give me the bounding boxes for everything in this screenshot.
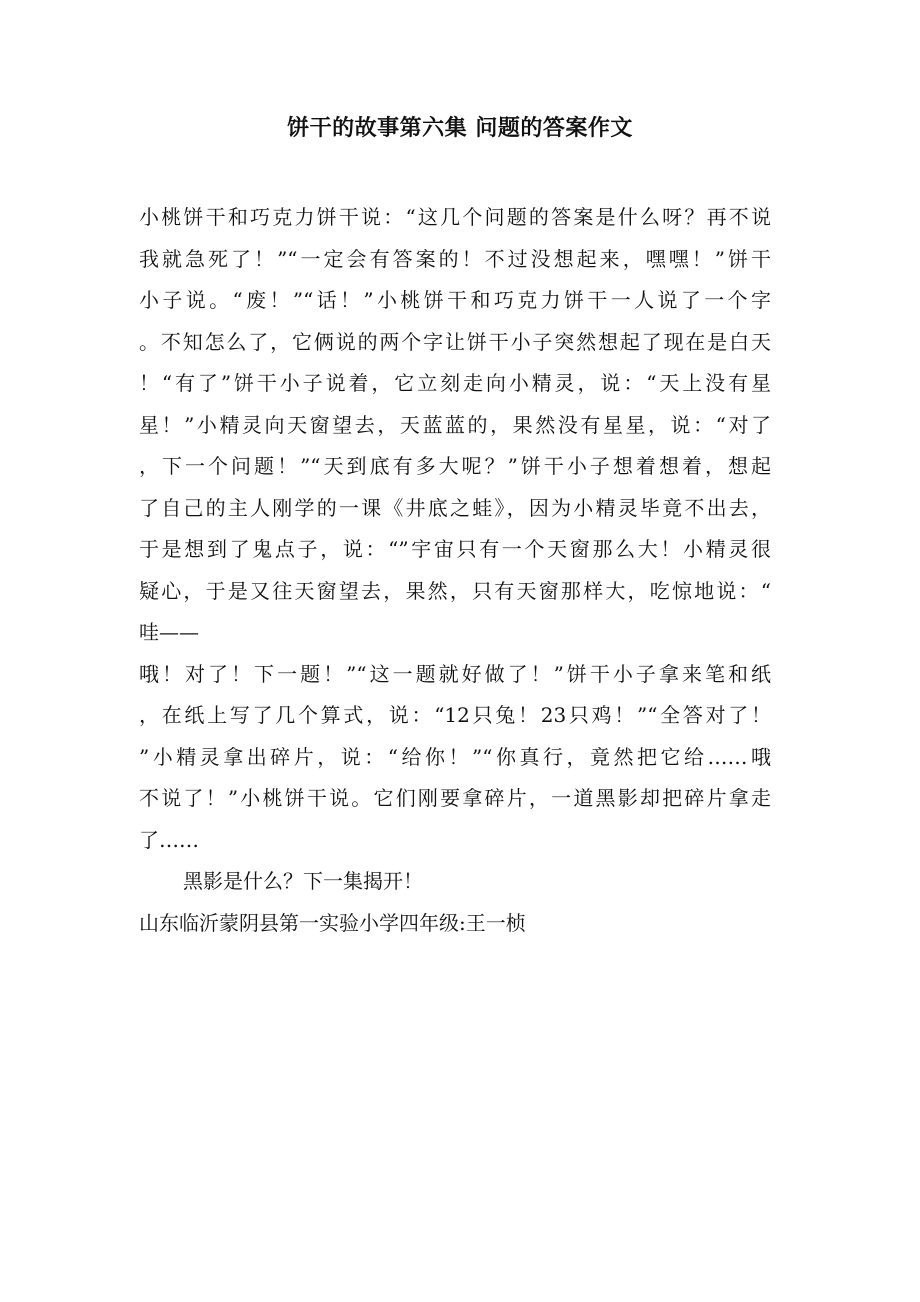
closing-line: 黑影是什么？下一集揭开！ (183, 869, 423, 893)
paragraph-line: ，下一个问题！”“天到底有多大呢？”饼干小子想着想着，想起 (139, 454, 771, 478)
paragraph-line: 不说了！”小桃饼干说。它们刚要拿碎片，一道黑影却把碎片拿走 (139, 786, 771, 810)
paragraph-line: ！“有了”饼干小子说着，它立刻走向小精灵，说：“天上没有星 (139, 371, 771, 395)
paragraph-line: 于是想到了鬼点子，说：“”宇宙只有一个天窗那么大！小精灵很 (139, 537, 771, 561)
paragraph-line: ”小精灵拿出碎片，说：“给你！”“你真行，竟然把它给……哦 (139, 744, 771, 769)
paragraph-line: 了…… (139, 827, 199, 852)
document-title: 饼干的故事第六集 问题的答案作文 (287, 115, 633, 141)
paragraph-line: ，在纸上写了几个算式，说：“12只兔！23只鸡！”“全答对了！ (139, 703, 771, 727)
paragraph-line: 疑心，于是又往天窗望去，果然，只有天窗那样大，吃惊地说：“ (139, 578, 771, 603)
paragraph-line: 我就急死了！”“一定会有答案的！不过没想起来，嘿嘿！”饼干 (139, 246, 771, 271)
paragraph-line: 哦！对了！下一题！”“这一题就好做了！”饼干小子拿来笔和纸 (139, 661, 771, 686)
document-body (139, 197, 771, 944)
paragraph-line: 星！”小精灵向天窗望去，天蓝蓝的，果然没有星星，说：“对了 (139, 412, 771, 437)
paragraph-line: 小桃饼干和巧克力饼干说：“这几个问题的答案是什么呀？再不说 (139, 205, 771, 229)
paragraph-line: 了自己的主人刚学的一课《井底之蛙》，因为小精灵毕竟不出去， (139, 495, 771, 520)
paragraph-line: 哇—— (139, 620, 199, 644)
paragraph-line: 小子说。“废！”“话！”小桃饼干和巧克力饼干一人说了一个字 (139, 288, 771, 312)
paragraph-line: 。不知怎么了，它俩说的两个字让饼干小子突然想起了现在是白天 (139, 329, 771, 354)
author-signature: 山东临沂蒙阴县第一实验小学四年级:王一桢 (139, 910, 526, 935)
